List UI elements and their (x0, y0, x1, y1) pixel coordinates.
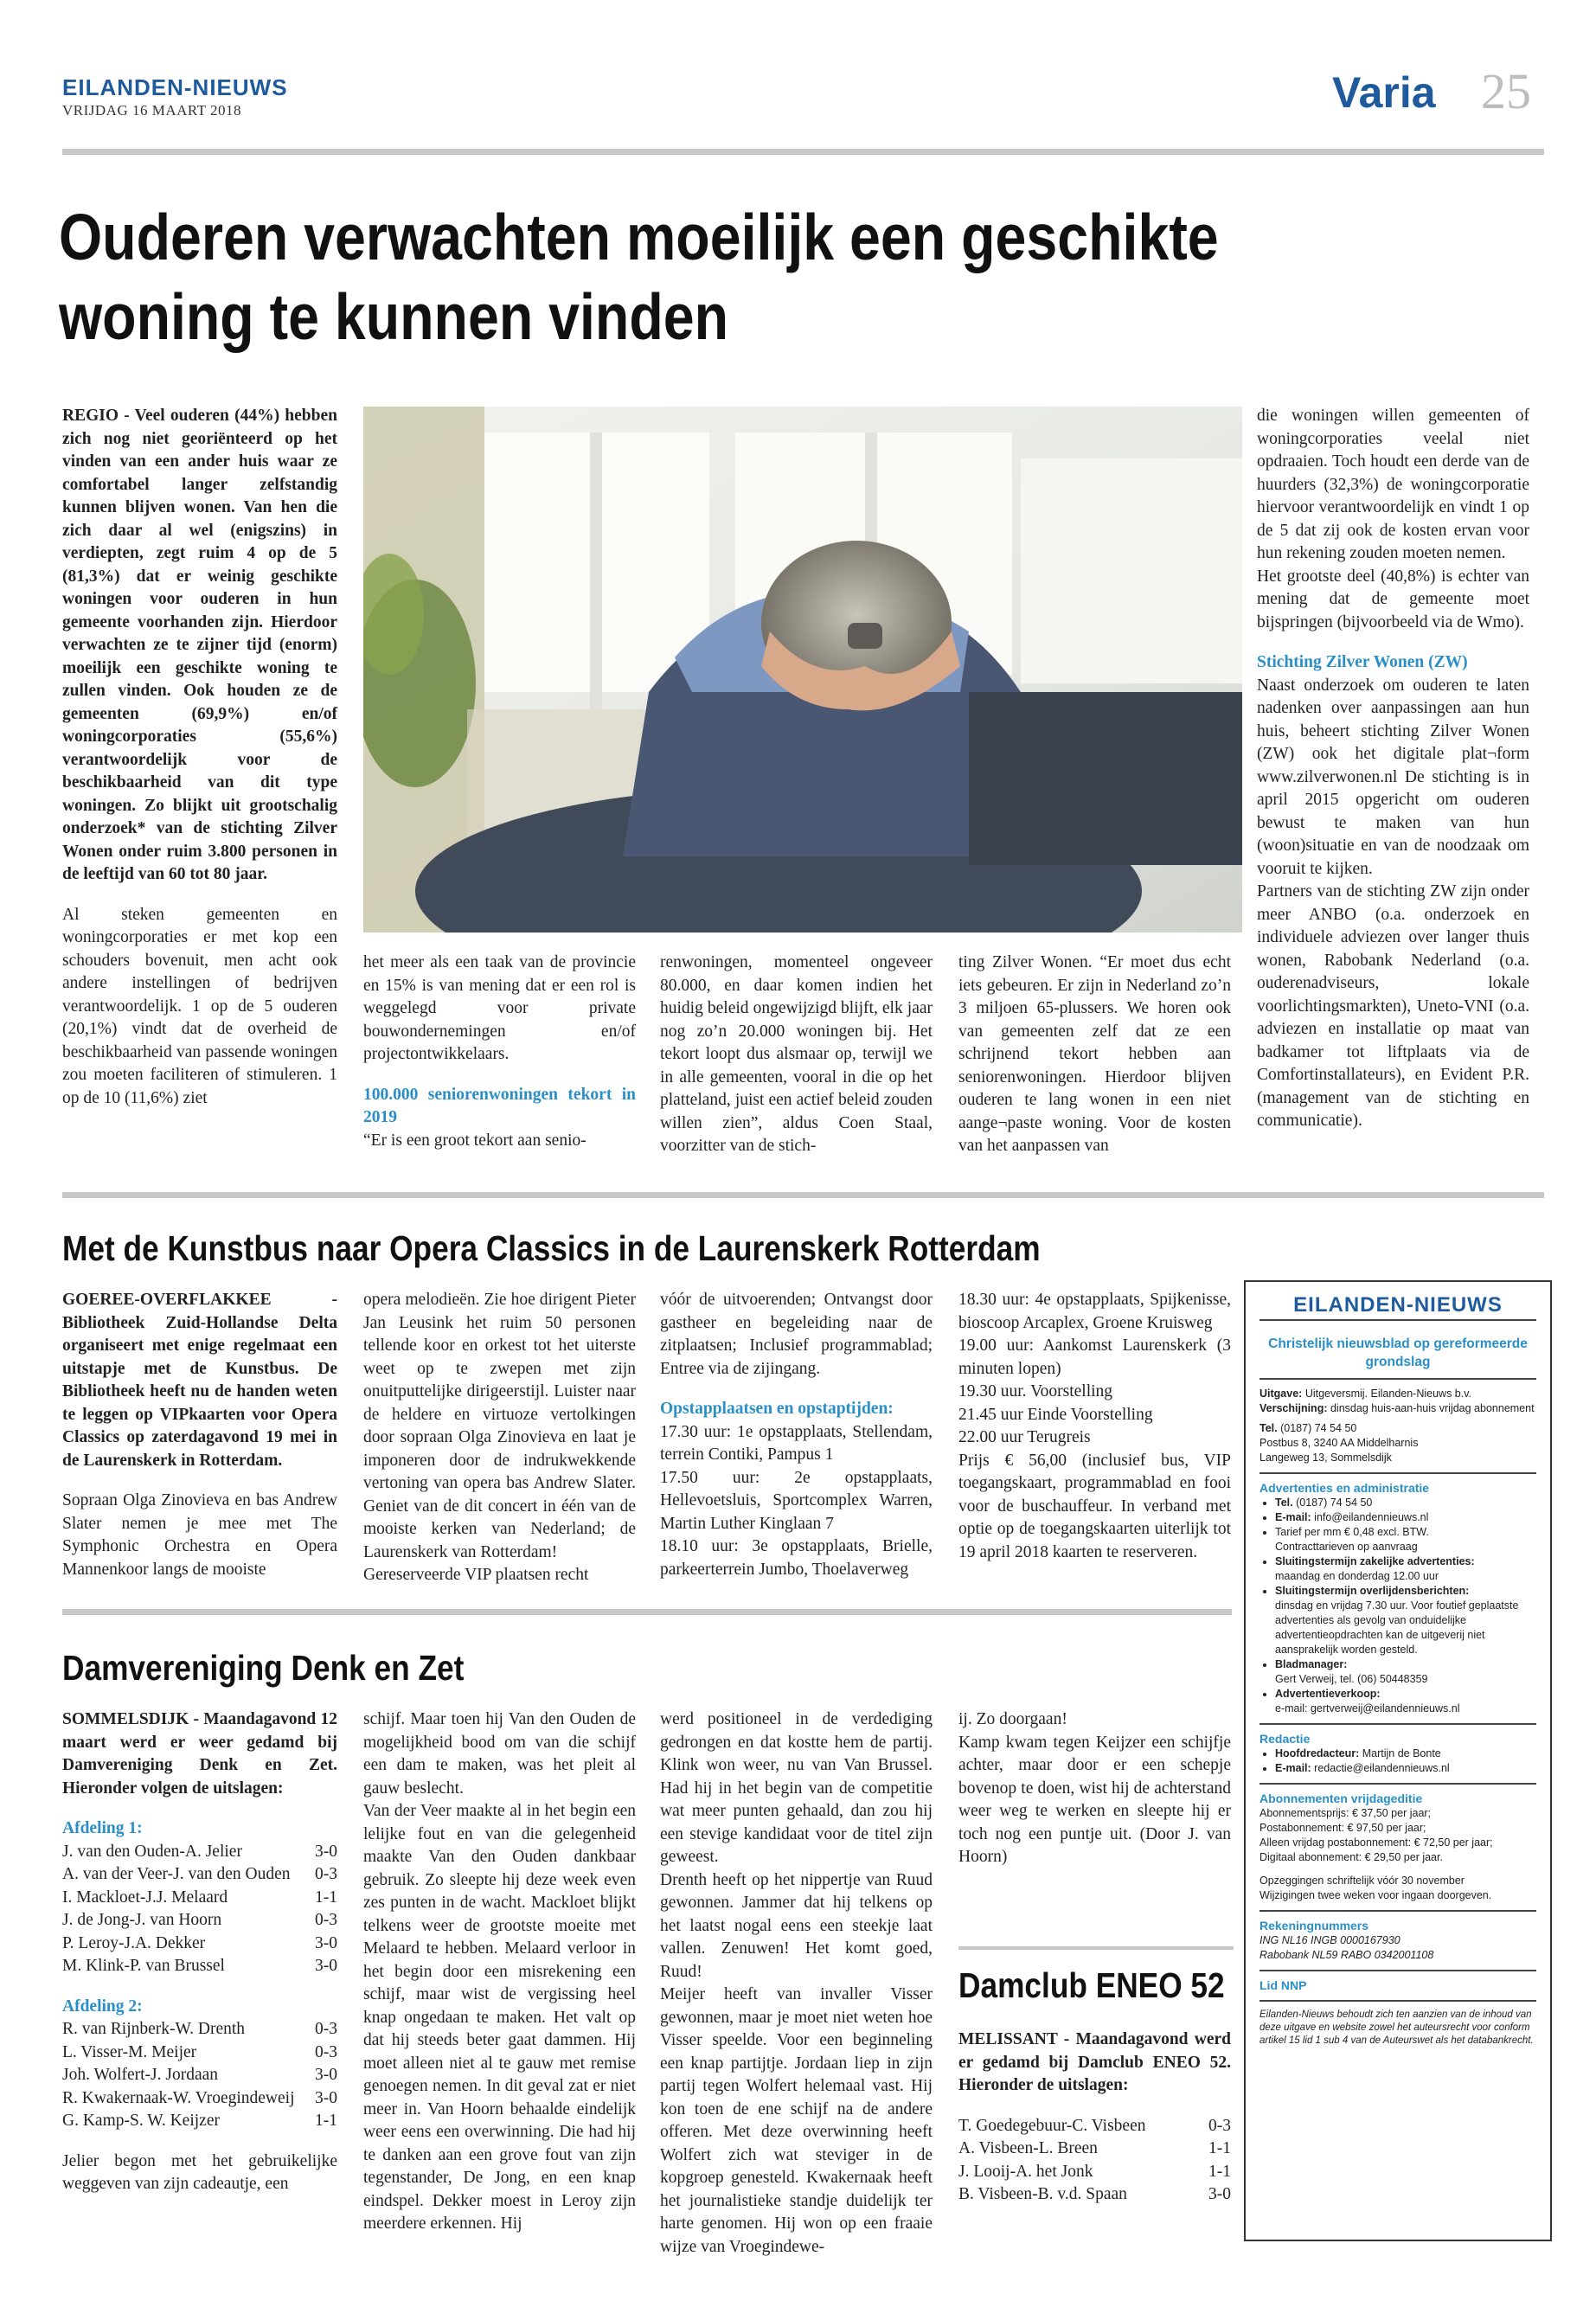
paragraph: opera melodieën. Zie hoe dirigent Pieter Jan Leusink het ruim 50 personen tellende koor en orkest tot het uiterste weet op te zwepen met zijn onuitputtelijke dirigeerstijl. Luister naar de heldere en virtuoze vertolkingen door sopraan Olga Zinovieva en laat je imponeren door de indrukwekkende vertoning van opera bas Andrew Slater. Geniet van de dit concert in één van de mooiste kerken van Nederland; de Laurenskerk van Rotterdam! (363, 1291, 636, 1561)
phone-line: Tel. (0187) 74 54 50 (1259, 1422, 1357, 1434)
match-name: R. van Rijnberk-W. Drenth (62, 2020, 246, 2038)
paragraph: ij. Zo doorgaan! (958, 1710, 1067, 1728)
header-rule (62, 149, 1544, 155)
email-link[interactable]: redactie@eilandennieuws.nl (1314, 1762, 1450, 1774)
match-name: P. Leroy-J.A. Dekker (62, 1933, 206, 1952)
paragraph: Partners van de stichting ZW zijn onder meer ANBO (o.a. onderzoek en individuele adviezen over langer thuis wonen, Rabobank Nederland (o.a. ouderenadviseurs, lokale voorlichtingsmarkten), Uneto-VNI (o.a. adviezen en installatie op maat van badkamer tot liftplaats via de Comfortinstallateurs), en Evident P.R. (management van de stichting en communicatie). (1257, 882, 1529, 1130)
paragraph: Drenth heeft op het nippertje van Ruud gewonnen. Jammer dat hij telkens op het laatst nogal eens een steekje laat vallen. Zenuwen! Het komt goed, Ruud! (660, 1870, 933, 1981)
paragraph: 21.45 uur Einde Voorstelling (958, 1405, 1153, 1424)
article1-col1 (62, 405, 337, 1110)
paragraph: 19.30 uur. Voorstelling (958, 1382, 1113, 1400)
results-list (62, 2018, 337, 2133)
subheading: Stichting Zilver Wonen (ZW) (1257, 653, 1468, 671)
result-row (62, 1932, 337, 1956)
match-score: 0-3 (315, 2042, 337, 2061)
colophon-logo: EILANDEN-NIEUWS (1293, 1293, 1503, 1317)
divider (1259, 1378, 1536, 1380)
membership: Lid NNP (1259, 1978, 1307, 1992)
match-score: 1-1 (315, 1888, 337, 1907)
email-link[interactable]: e-mail: gertverweij@eilandennieuws.nl (1275, 1702, 1460, 1715)
paragraph: werd positioneel in de verdediging gedrongen en dat kostte hem de partij. Klink won weer, nu van Van Brussel. Had hij in het begin van de competitie wat meer punten gehaald, dan zou hij een stevige kandidaat voor de titel zijn geweest. (660, 1710, 933, 1866)
article3-col4 (958, 1708, 1231, 1869)
subscription-line: Opzeggingen schriftelijk vóór 30 november (1259, 1875, 1465, 1887)
disclaimer: Eilanden-Nieuws behoudt zich ten aanzien van de inhoud van deze uitgave en website zowel het auteursrecht voor conform artikel 15 lid 1 sub 4 van de Auteurswet als het databankrecht. (1259, 2009, 1534, 2046)
divider (1259, 1910, 1536, 1912)
article1-col3 (660, 952, 933, 1158)
match-score: 3-0 (315, 2088, 337, 2107)
result-row (62, 2041, 337, 2065)
divider (1259, 1970, 1536, 1971)
address-line: Langeweg 13, Sommelsdijk (1259, 1452, 1392, 1464)
match-name: B. Visbeen-B. v.d. Spaan (958, 2185, 1127, 2203)
match-name: G. Kamp-S. W. Keijzer (62, 2112, 220, 2130)
match-score: 1-1 (315, 2112, 337, 2130)
article2-col4 (958, 1289, 1231, 1564)
colophon-heading: Advertenties en administratie (1259, 1481, 1430, 1495)
paragraph: Al steken gemeenten en woningcorporaties er met kop een schouders bovenuit, men acht ook andere instellingen of bedrijven verantwoordelijk. 1 op de 5 ouderen (20,1%) vindt dat de overheid de beschikbaarheid van passende woningen zou moeten faciliteren of stimuleren. 1 op de 10 (11,6%) ziet (62, 905, 337, 1107)
colophon-box (1244, 1280, 1552, 2241)
address-line: Postbus 8, 3240 AA Middelharnis (1259, 1437, 1419, 1449)
subscription-line: Postabonnement: € 97,50 per jaar; (1259, 1822, 1426, 1834)
match-score: 0-3 (315, 1865, 337, 1883)
subscription-line: Abonnementsprijs: € 37,50 per jaar; (1259, 1807, 1432, 1819)
paragraph: Prijs € 56,00 (inclusief bus, VIP toegangskaart, programmablad en fooi voor de buschauffeur. In verband met optie op de toegangskaarten uiterlijk tot 19 april 2018 kaarten te reserveren. (958, 1451, 1231, 1561)
dateline: VRIJDAG 16 MAART 2018 (62, 102, 242, 119)
photo-illustration (363, 407, 1242, 933)
article1-col5 (1257, 405, 1529, 1133)
match-name: A. Visbeen-L. Breen (958, 2139, 1098, 2157)
subheading: Opstapplaatsen en opstaptijden: (660, 1400, 894, 1418)
paragraph: Naast onderzoek om ouderen te laten nadenken over aanpassingen aan hun huis, beheert stichting Zilver Wonen (ZW) ook het digitale plat¬form www.zilverwonen.nl De stichting is in april 2015 opgericht om ouderen bewust te maken van hun (woon)situatie en van de noodzaak om vooruit te kijken. (1257, 676, 1529, 878)
match-score: 3-0 (315, 2066, 337, 2084)
lead-paragraph: SOMMELSDIJK - Maandagavond 12 maart werd er weer gedamd bij Damvereniging Denk en Zet. Hieronder volgen de uitslagen: (62, 1710, 337, 1798)
subheading: 100.000 seniorenwoningen tekort in 2019 (363, 1085, 636, 1126)
paragraph: 18.10 uur: 3e opstapplaats, Brielle, parkeerterrein Jumbo, Thoelaverweg (660, 1537, 933, 1579)
colophon-list: • Tel. (0187) 74 54 50 • E-mail: info@eilandennieuws.nl • Tarief per mm € 0,48 excl. BTW. Contracttarieven op aanvraag • Sluitingstermijn zakelijke advertenties: maandag en donderdag 12.00 uur • Sluitingstermijn overlijdensberichten: dinsdag en vrijdag 7.30 uur. Voor foutief geplaatste advertenties als gevolg van onduidelijke advertentieopdrachten kan de uitgeverij niet aansprakelijk worden gesteld. • Bladmanager: Gert Verweij, tel. (06) 50448359 • Advertentieverkoop: e-mail: gertverweij@eilandennieuws.nl (1259, 1496, 1536, 1716)
section-title: Varia (1332, 68, 1436, 117)
paragraph: die woningen willen gemeenten of woningcorporaties veelal niet opdraaien. Toch houdt een derde van de huurders (32,3%) de woningcorporatie hiervoor verantwoordelijk en vindt 1 op de 5 dat zij ook de kosten ervan voor hun rekening zouden moeten nemen. (1257, 407, 1529, 562)
paragraph: Gereserveerde VIP plaatsen recht (363, 1566, 589, 1584)
paragraph: 19.00 uur: Aankomst Laurenskerk (3 minuten lopen) (958, 1336, 1231, 1378)
subscription-line: Wijzigingen twee weken voor ingaan doorgeven. (1259, 1889, 1492, 1901)
publisher-line: Uitgave: Uitgeversmij. Eilanden-Nieuws b.v. (1259, 1388, 1472, 1400)
match-name: Joh. Wolfert-J. Jordaan (62, 2066, 219, 2084)
paragraph: 17.50 uur: 2e opstapplaats, Hellevoetsluis, Sportcomplex Warren, Martin Luther Kinglaan 7 (660, 1468, 933, 1533)
result-row (62, 2064, 337, 2087)
section-rule (958, 1946, 1234, 1950)
paragraph: vóór de uitvoerenden; Ontvangst door gastheer en begeleiding naar de zitplaatsen; Inclusief programmablad; Entree via de zijingang. (660, 1291, 933, 1378)
section-rule (62, 1609, 1232, 1615)
frequency-line: Verschijning: dinsdag huis-aan-huis vrijdag abonnement (1259, 1402, 1535, 1414)
result-row (62, 1887, 337, 1910)
article1-col2 (363, 952, 636, 1152)
match-score: 0-3 (1208, 2116, 1231, 2135)
match-name: I. Mackloet-J.J. Melaard (62, 1888, 228, 1907)
email-link[interactable]: info@eilandennieuws.nl (1314, 1511, 1429, 1523)
page-number: 25 (1481, 63, 1531, 119)
lead-paragraph: GOEREE-OVERFLAKKEE - Bibliotheek Zuid-Hollandse Delta organiseert met enige regelmaat een uitstapje met de Kunstbus. De Bibliotheek heeft nu de handen weten te leggen op VIPkaarten voor Opera Classics op zaterdagavond 19 mei in de Laurenskerk in Rotterdam. (62, 1291, 337, 1470)
article3-col3 (660, 1708, 933, 2259)
subheading: Afdeling 2: (62, 1997, 143, 2016)
result-row (958, 2138, 1231, 2161)
match-name: L. Visser-M. Meijer (62, 2042, 197, 2061)
article3-col1 (62, 1708, 337, 2196)
subscription-line: Alleen vrijdag postabonnement: € 72,50 per jaar; (1259, 1836, 1493, 1849)
paragraph: Kamp kwam tegen Keijzer een schijfje achter, maar door er een schepje bovenop te doen, wist hij de achterstand weer weg te werken en sleepte hij er toch nog een puntje uit. (Door J. van Hoorn) (958, 1733, 1231, 1866)
article2-title: Met de Kunstbus naar Opera Classics in de Laurenskerk Rotterdam (62, 1228, 1041, 1268)
lead-paragraph: REGIO - Veel ouderen (44%) hebben zich nog niet georiënteerd op het vinden van een ander huis waar ze comfortabel langer zelfstandig kunnen blijven wonen. Van hen die zich daar al wel (enigszins) in verdiepten, zegt ruim 4 op de 5 (81,3%) dat er weinig geschikte woningen voor ouderen in hun gemeente voorhanden zijn. Hierdoor verwachten ze te zijner tijd (enorm) moeilijk een geschikte woning te zullen vinden. Ook houden ze de gemeenten (69,9%) en/of woningcorporaties (55,6%) verantwoordelijk voor de beschikbaarheid van dit type woningen. Zo blijkt uit grootschalig onderzoek* van de stichting Zilver Wonen onder ruim 3.800 personen in de leeftijd van 60 tot 80 jaar. (62, 407, 337, 883)
paragraph: 18.30 uur: 4e opstapplaats, Spijkenisse, bioscoop Arcaplex, Groene Kruisweg (958, 1291, 1231, 1332)
match-score: 3-0 (315, 1842, 337, 1861)
match-name: A. van der Veer-J. van den Ouden (62, 1865, 291, 1883)
divider (1259, 1723, 1536, 1725)
result-row (958, 2161, 1231, 2184)
match-name: J. van den Ouden-A. Jelier (62, 1842, 242, 1861)
colophon-heading: Rekeningnummers (1259, 1919, 1369, 1932)
colophon-tagline: Christelijk nieuwsblad op gereformeerde grondslag (1268, 1336, 1528, 1369)
paragraph: het meer als een taak van de provincie en 15% is van mening dat er een rol is weggelegd voor private bouwondernemingen en/of projectontwikkelaars. (363, 953, 636, 1063)
paragraph: 17.30 uur: 1e opstapplaats, Stellendam, terrein Contiki, Pampus 1 (660, 1422, 933, 1464)
match-score: 0-3 (315, 2020, 337, 2038)
divider (1259, 2000, 1536, 2002)
account-line: ING NL16 INGB 0000167930 (1259, 1934, 1401, 1946)
paragraph: Het grootste deel (40,8%) is echter van mening dat de gemeente moet bijspringen (bijvoorbeeld via de Wmo). (1257, 567, 1529, 631)
match-score: 1-1 (1208, 2162, 1231, 2181)
article2-col2 (363, 1289, 636, 1587)
match-name: M. Klink-P. van Brussel (62, 1957, 225, 1975)
divider (1259, 1783, 1536, 1785)
article2-col3 (660, 1289, 933, 1581)
divider (1259, 1472, 1536, 1474)
match-score: 3-0 (1208, 2185, 1231, 2203)
article2-col1 (62, 1289, 337, 1581)
match-score: 0-3 (315, 1911, 337, 1929)
match-name: T. Goedegebuur-C. Visbeen (958, 2116, 1146, 2135)
paragraph: Van der Veer maakte al in het begin een lelijke fout en van die gelegenheid maakte Van den Ouden dankbaar gebruik. Zo sleepte hij deze week even zes punten in de wacht. Mackloet blijkt telkens weer de grootste moeite met Melaard te hebben. Melaard verloor in het begin door een misrekening een schijf, maar wist de vergissing heel knap ongedaan te maken. Het valt op dat hij steeds beter gaat dammen. Hij moet alleen niet al te gauw met remise genoegen nemen. In dit geval zat er niet meer in. Van Hoorn behaalde eindelijk weer eens een overwinning. Die had hij te danken aan een grove fout van zijn tegenstander, De Jong, en een knap eindspel. Dekker moest in Leroy zijn meerdere erkennen. Hij (363, 1802, 636, 2233)
results-list (62, 1841, 337, 1978)
colophon-list: • Hoofdredacteur: Martijn de Bonte • E-mail: redactie@eilandennieuws.nl (1259, 1747, 1536, 1776)
result-row (958, 2115, 1231, 2138)
result-row (62, 2110, 337, 2133)
lead-paragraph: MELISSANT - Maandagavond werd er gedamd bij Damclub ENEO 52. Hieronder de uitslagen: (958, 2030, 1231, 2094)
subheading: Afdeling 1: (62, 1819, 143, 1837)
paragraph: Sopraan Olga Zinovieva en bas Andrew Slater nemen je mee met The Symphonic Orchestra en Opera Mannenkoor langs de mooiste (62, 1491, 337, 1579)
result-row (62, 1909, 337, 1932)
result-row (62, 1955, 337, 1978)
headline: Ouderen verwachten moeilijk een geschikte woning te kunnen vinden (59, 201, 1219, 353)
article3-col2 (363, 1708, 636, 2236)
paragraph: ting Zilver Wonen. “Er moet dus echt iets gebeuren. Er zijn in Nederland zo’n 3 miljoen 65-plussers. We horen ook van gemeenten zelf dat ze een schrijnend tekort hebben aan seniorenwoningen. Hierdoor blijven ouderen te lang wonen in een niet aange¬paste woning. Voor de kosten van het aanpassen van (958, 953, 1231, 1155)
results-list (958, 2115, 1231, 2207)
divider (1259, 1319, 1536, 1321)
subscription-line: Digitaal abonnement: € 29,50 per jaar. (1259, 1851, 1443, 1863)
account-line: Rabobank NL59 RABO 0342001108 (1259, 1949, 1434, 1961)
article4-title: Damclub ENEO 52 (958, 1965, 1225, 2005)
paragraph: Jelier begon met het gebruikelijke weggeven van zijn cadeautje, een (62, 2151, 337, 2193)
paragraph: Meijer heeft van invaller Visser gewonnen, maar je moet niet weten hoe Visser speelde. Voor een beginneling een knap partijtje. Jordaan liep in zijn partij tegen Wolfert helemaal vast. Hij kon toen de ene schijf na de andere offeren. Met deze overwinning heeft Wolfert zich wat steviger in de kopgroep genesteld. Kwakernaak heeft het journalistieke standje duidelijk ter harte genomen. Hij won op een fraaie wijze van Vroegindewe- (660, 1985, 933, 2256)
article-photo (363, 407, 1242, 933)
result-row (62, 2018, 337, 2041)
match-score: 3-0 (315, 1957, 337, 1975)
section-rule (62, 1192, 1544, 1198)
paragraph: “Er is een groot tekort aan senio- (363, 1131, 586, 1150)
match-name: J. de Jong-J. van Hoorn (62, 1911, 222, 1929)
result-row (958, 2183, 1231, 2207)
result-row (62, 1863, 337, 1887)
match-score: 3-0 (315, 1933, 337, 1952)
match-name: J. Looij-A. het Jonk (958, 2162, 1093, 2181)
article4-col (958, 2029, 1231, 2207)
article1-col4 (958, 952, 1231, 1158)
colophon-heading: Abonnementen vrijdageditie (1259, 1791, 1423, 1805)
masthead-logo: EILANDEN-NIEUWS (62, 74, 288, 100)
paragraph: 22.00 uur Terugreis (958, 1428, 1091, 1446)
result-row (62, 1841, 337, 1864)
paragraph: renwoningen, momenteel ongeveer 80.000, en daar komen indien het huidig beleid ongewijzigd blijft, elk jaar nog zo’n 20.000 woningen bij. Het tekort loopt dus alsmaar op, terwijl we in alle gemeenten, vooral in die op het platteland, juist een actief beleid zouden willen zien”, aldus Coen Staal, voorzitter van de stich- (660, 953, 933, 1155)
result-row (62, 2087, 337, 2111)
paragraph: schijf. Maar toen hij Van den Ouden de mogelijkheid bood om van die schijf een dam te maken, was het pleit al gauw beslecht. (363, 1710, 636, 1798)
match-score: 1-1 (1208, 2139, 1231, 2157)
article3-title: Damvereniging Denk en Zet (62, 1648, 465, 1688)
colophon-heading: Redactie (1259, 1732, 1311, 1746)
match-name: R. Kwakernaak-W. Vroegindeweij (62, 2088, 295, 2107)
